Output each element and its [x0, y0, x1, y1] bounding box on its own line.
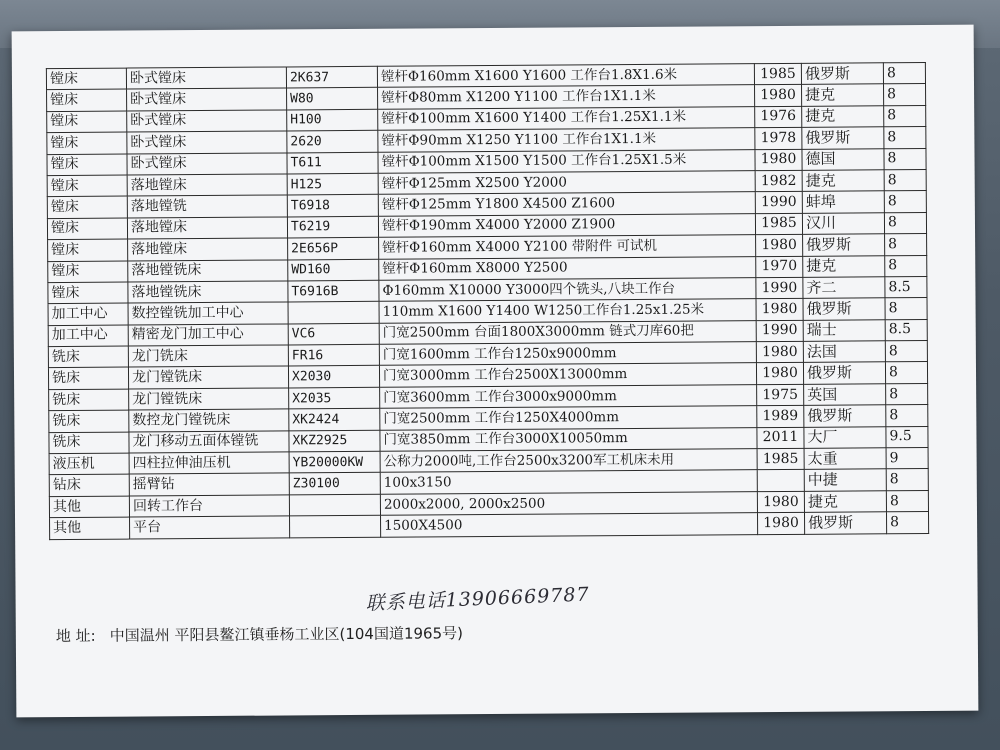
row-condition-cell: 8 [884, 169, 926, 191]
row-country-cell: 捷克 [802, 106, 884, 128]
row-model-cell: XKZ2925 [289, 430, 380, 452]
row-type-cell: 铣床 [49, 389, 129, 411]
row-model-cell: X2035 [289, 387, 380, 409]
row-model-cell [290, 516, 381, 538]
row-spec-cell: 门宽2500mm 台面1800X3000mm 链式刀库60把 [379, 320, 756, 344]
row-name-cell: 回转工作台 [129, 495, 289, 518]
table-body [46, 62, 928, 539]
row-type-cell: 镗床 [47, 154, 127, 176]
row-name-cell: 卧式镗床 [127, 153, 287, 176]
row-country-cell: 齐二 [803, 277, 885, 299]
row-model-cell: YB20000KW [289, 451, 380, 473]
row-type-cell: 镗床 [47, 89, 127, 111]
row-spec-cell: 镗杆Φ125mm X2500 Y2000 [378, 171, 755, 195]
row-condition-cell: 8 [886, 383, 928, 405]
row-type-cell: 铣床 [49, 410, 129, 432]
row-year-cell: 1980 [756, 299, 803, 321]
row-country-cell: 俄罗斯 [803, 234, 885, 256]
row-year-cell: 1980 [757, 491, 804, 513]
row-year-cell: 1990 [756, 277, 803, 299]
row-country-cell: 英国 [804, 384, 886, 406]
row-model-cell: 2K637 [286, 66, 377, 88]
row-spec-cell: 100x3150 [380, 470, 757, 494]
row-type-cell: 镗床 [47, 132, 127, 154]
row-spec-cell: 1500X4500 [381, 513, 758, 537]
row-spec-cell: 公称力2000吨,工作台2500x3200军工机床未用 [380, 449, 757, 473]
row-name-cell: 落地镗铣床 [128, 281, 288, 304]
address-value: 中国温州 平阳县鳌江镇垂杨工业区(104国道1965号) [109, 624, 464, 645]
row-type-cell: 镗床 [47, 218, 127, 240]
row-condition-cell: 8 [885, 362, 927, 384]
row-spec-cell: 镗杆Φ80mm X1200 Y1100 工作台1X1.1米 [378, 85, 755, 109]
row-country-cell: 俄罗斯 [801, 63, 883, 85]
row-type-cell: 铣床 [48, 346, 128, 368]
row-name-cell: 落地镗床 [128, 238, 288, 261]
row-model-cell: VC6 [288, 323, 379, 345]
row-model-cell: T611 [287, 152, 378, 174]
row-country-cell: 俄罗斯 [804, 405, 886, 427]
row-country-cell: 俄罗斯 [803, 362, 885, 384]
row-type-cell: 铣床 [49, 432, 129, 454]
row-year-cell: 1980 [755, 85, 802, 107]
row-model-cell: T6918 [287, 195, 378, 217]
row-name-cell: 龙门铣床 [128, 345, 288, 368]
row-spec-cell: 门宽3000mm 工作台2500X13000mm [379, 363, 756, 387]
row-type-cell: 加工中心 [48, 325, 128, 347]
row-type-cell: 镗床 [47, 196, 127, 218]
row-year-cell: 1980 [756, 363, 803, 385]
row-spec-cell: 镗杆Φ100mm X1600 Y1400 工作台1.25X1.1米 [378, 106, 755, 130]
row-name-cell: 卧式镗床 [126, 67, 286, 90]
row-spec-cell: 镗杆Φ160mm X4000 Y2100 带附件 可试机 [379, 235, 756, 259]
row-name-cell: 落地镗床 [127, 174, 287, 197]
row-model-cell: FR16 [288, 344, 379, 366]
row-year-cell: 1980 [756, 234, 803, 256]
row-year-cell [757, 470, 804, 492]
row-year-cell: 1980 [757, 513, 804, 535]
row-country-cell: 法国 [803, 341, 885, 363]
row-year-cell: 1976 [755, 106, 802, 128]
row-spec-cell: 镗杆Φ160mm X8000 Y2500 [379, 256, 756, 280]
row-name-cell: 四柱拉伸油压机 [129, 452, 289, 475]
row-country-cell: 中捷 [804, 469, 886, 491]
row-condition-cell: 9.5 [886, 426, 928, 448]
row-country-cell: 俄罗斯 [802, 127, 884, 149]
row-spec-cell: 镗杆Φ160mm X1600 Y1600 工作台1.8X1.6米 [377, 64, 754, 88]
row-year-cell: 1990 [756, 320, 803, 342]
row-model-cell: H125 [287, 173, 378, 195]
row-type-cell: 其他 [49, 496, 129, 518]
inventory-sheet [46, 62, 931, 540]
row-model-cell: W80 [287, 88, 378, 110]
row-type-cell: 镗床 [48, 239, 128, 261]
row-condition-cell: 8 [885, 298, 927, 320]
row-spec-cell: 镗杆Φ190mm X4000 Y2000 Z1900 [378, 213, 755, 237]
row-type-cell: 镗床 [47, 111, 127, 133]
row-type-cell: 镗床 [48, 282, 128, 304]
machine-inventory-table [46, 62, 929, 540]
row-condition-cell: 8 [884, 191, 926, 213]
row-name-cell: 精密龙门加工中心 [128, 324, 288, 347]
row-spec-cell: 镗杆Φ90mm X1250 Y1100 工作台1X1.1米 [378, 128, 755, 152]
row-spec-cell: 2000x2000, 2000x2500 [380, 491, 757, 515]
row-condition-cell: 8 [885, 234, 927, 256]
row-model-cell: WD160 [288, 259, 379, 281]
row-type-cell: 加工中心 [48, 303, 128, 325]
row-condition-cell: 8 [883, 62, 925, 84]
row-country-cell: 捷克 [803, 255, 885, 277]
row-name-cell: 数控龙门镗铣床 [129, 409, 289, 432]
row-spec-cell: 门宽2500mm 工作台1250X4000mm [380, 406, 757, 430]
row-spec-cell: 110mm X1600 Y1400 W1250工作台1.25x1.25米 [379, 299, 756, 323]
row-year-cell: 1975 [757, 384, 804, 406]
row-condition-cell: 8 [884, 84, 926, 106]
row-year-cell: 1970 [756, 256, 803, 278]
row-condition-cell: 8 [884, 127, 926, 149]
row-condition-cell: 8 [884, 105, 926, 127]
row-name-cell: 龙门镗铣床 [129, 388, 289, 411]
address-label: 地 址: [55, 626, 96, 646]
row-spec-cell: 镗杆Φ100mm X1500 Y1500 工作台1.25X1.5米 [378, 149, 755, 173]
row-type-cell: 钻床 [49, 474, 129, 496]
row-country-cell: 俄罗斯 [803, 298, 885, 320]
row-name-cell: 卧式镗床 [127, 88, 287, 111]
row-condition-cell: 8.5 [885, 276, 927, 298]
row-country-cell: 大厂 [804, 426, 886, 448]
row-type-cell: 镗床 [47, 175, 127, 197]
row-name-cell: 卧式镗床 [127, 110, 287, 133]
row-condition-cell: 8 [884, 212, 926, 234]
row-country-cell: 汉川 [802, 213, 884, 235]
row-year-cell: 1985 [754, 63, 801, 85]
row-name-cell: 卧式镗床 [127, 131, 287, 154]
row-spec-cell: Φ160mm X10000 Y3000四个铣头,八块工作台 [379, 278, 756, 302]
row-year-cell: 1982 [755, 170, 802, 192]
row-model-cell [288, 302, 379, 324]
row-country-cell: 德国 [802, 148, 884, 170]
row-name-cell: 落地镗铣 [127, 195, 287, 218]
row-name-cell: 龙门移动五面体镗铣 [129, 431, 289, 454]
row-spec-cell: 门宽1600mm 工作台1250x9000mm [379, 342, 756, 366]
row-type-cell: 镗床 [48, 261, 128, 283]
row-condition-cell: 8.5 [885, 319, 927, 341]
row-type-cell: 液压机 [49, 453, 129, 475]
row-country-cell: 捷克 [804, 491, 886, 513]
row-condition-cell: 8 [884, 148, 926, 170]
row-condition-cell: 8 [886, 512, 928, 534]
row-model-cell: X2030 [288, 366, 379, 388]
row-name-cell: 落地镗铣床 [128, 259, 288, 282]
row-year-cell: 1980 [756, 341, 803, 363]
row-type-cell: 其他 [50, 517, 130, 539]
row-year-cell: 2011 [757, 427, 804, 449]
row-model-cell: T6916B [288, 280, 379, 302]
row-type-cell: 铣床 [48, 368, 128, 390]
row-condition-cell: 8 [886, 405, 928, 427]
row-spec-cell: 门宽3600mm 工作台3000x9000mm [380, 385, 757, 409]
row-name-cell: 数控镗铣加工中心 [128, 302, 288, 325]
row-country-cell: 太重 [804, 448, 886, 470]
row-year-cell: 1985 [757, 448, 804, 470]
row-model-cell: 2E656P [288, 237, 379, 259]
row-year-cell: 1978 [755, 128, 802, 150]
row-year-cell: 1990 [755, 192, 802, 214]
row-year-cell: 1980 [755, 149, 802, 171]
row-year-cell: 1989 [757, 406, 804, 428]
row-condition-cell: 8 [886, 469, 928, 491]
row-country-cell: 捷克 [802, 84, 884, 106]
row-country-cell: 俄罗斯 [804, 512, 886, 534]
row-condition-cell: 8 [885, 255, 927, 277]
row-condition-cell: 8 [885, 341, 927, 363]
row-country-cell: 捷克 [802, 170, 884, 192]
row-model-cell: Z30100 [289, 473, 380, 495]
row-type-cell: 镗床 [46, 68, 126, 90]
row-model-cell [289, 494, 380, 516]
row-name-cell: 摇臂钻 [129, 473, 289, 496]
row-model-cell: XK2424 [289, 409, 380, 431]
row-condition-cell: 9 [886, 448, 928, 470]
row-country-cell: 蚌埠 [802, 191, 884, 213]
address-line [56, 622, 463, 646]
row-spec-cell: 门宽3850mm 工作台3000X10050mm [380, 427, 757, 451]
paper-sheet [12, 25, 979, 718]
row-condition-cell: 8 [886, 490, 928, 512]
row-year-cell: 1985 [755, 213, 802, 235]
row-name-cell: 平台 [130, 516, 290, 539]
row-country-cell: 瑞士 [803, 319, 885, 341]
row-name-cell: 龙门镗铣床 [128, 366, 288, 389]
contact-handwritten: 联系电话13906669787 [365, 583, 590, 615]
row-model-cell: T6219 [287, 216, 378, 238]
row-model-cell: 2620 [287, 130, 378, 152]
row-model-cell: H100 [287, 109, 378, 131]
row-name-cell: 落地镗床 [127, 217, 287, 240]
row-spec-cell: 镗杆Φ125mm Y1800 X4500 Z1600 [378, 192, 755, 216]
